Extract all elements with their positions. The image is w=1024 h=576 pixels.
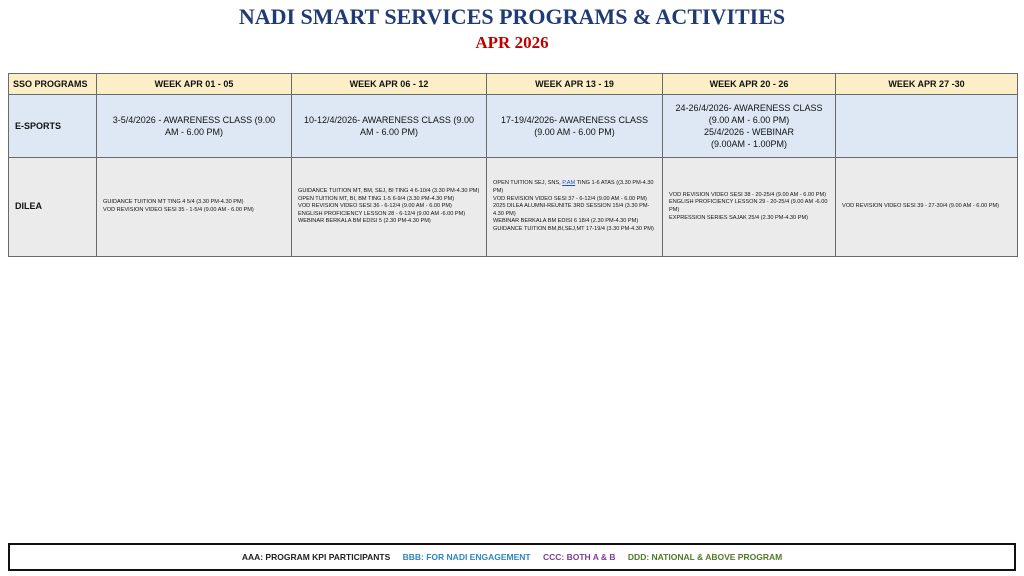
cell-line: (9.00AM - 1.00PM) [710, 139, 788, 149]
row-label: E-SPORTS [9, 95, 97, 158]
table-cell [836, 158, 1018, 257]
cell-line: VOD REVISION VIDEO SESI 37 - 6-12/4 (9.00 AM - 6.00 PM) [493, 195, 647, 202]
page-subtitle: APR 2026 [475, 33, 549, 52]
legend-item: CCC: BOTH A & B [542, 552, 616, 562]
cell-line: VOD REVISION VIDEO SESI 38 - 20-25/4 (9.00 AM - 6.00 PM) [669, 191, 826, 198]
cell-line: GUIDANCE TUITION BM,BI,SEJ,MT 17-19/4 (3.30 PM-4.30 PM) [493, 225, 654, 232]
esports-row [9, 95, 1018, 158]
cell-line: GUIDANCE TUITION MT TING 4 5/4 (3.30 PM-4.30 PM) [103, 199, 244, 206]
table-cell [292, 158, 487, 257]
table-cell-empty [836, 95, 1018, 158]
cell-line: AM - 6.00 PM) [359, 127, 418, 137]
cell-line: EXPRESSION SERIES SAJAK 25/4 (2.30 PM-4.30 PM) [669, 214, 808, 221]
column-header: WEEK APR 27 -30 [836, 74, 1018, 95]
legend-item: BBB: FOR NADI ENGAGEMENT [402, 552, 531, 562]
column-header: WEEK APR 01 - 05 [97, 74, 292, 95]
cell-line: 3-5/4/2026 - AWARENESS CLASS (9.00 [112, 115, 276, 125]
cell-line: VOD REVISION VIDEO SESI 36 - 6-12/4 (9.00 AM - 6.00 PM) [298, 203, 452, 210]
pam-link[interactable]: P.AM [562, 180, 576, 187]
cell-line: 25/4/2026 - WEBINAR [703, 127, 795, 137]
cell-line: WEBINAR BERKALA BM EDISI 5 (2.30 PM-4.30 PM) [298, 218, 431, 225]
cell-line: ENGLISH PROFICIENCY LESSON 29 - 20-25/4 (9.00 AM -6.00 PM) [669, 199, 828, 213]
legend-item: DDD: NATIONAL & ABOVE PROGRAM [627, 552, 783, 562]
cell-line: AM - 6.00 PM) [164, 127, 223, 137]
table-cell [292, 95, 487, 158]
cell-line: WEBINAR BERKALA BM EDISI 6 18/4 (2.30 PM-4.30 PM) [493, 218, 639, 225]
table-cell [97, 95, 292, 158]
table-cell [663, 158, 836, 257]
cell-line: 17-19/4/2026- AWARENESS CLASS [501, 115, 648, 125]
cell-line: (9.00 AM - 6.00 PM) [708, 115, 790, 125]
cell-line: 10-12/4/2026- AWARENESS CLASS (9.00 [304, 115, 474, 125]
cell-line: ENGLISH PROFICIENCY LESSON 28 - 6-12/4 (9.00 AM -6.00 PM) [298, 210, 466, 217]
cell-line: (9.00 AM - 6.00 PM) [534, 127, 615, 137]
cell-text: OPEN TUITION SEJ, SNS, [493, 180, 563, 187]
cell-line: GUIDANCE TUITION MT, BM, SEJ, BI TING 4 6-10/4 (3.30 PM-4.30 PM) [298, 188, 480, 195]
column-header: WEEK APR 06 - 12 [292, 74, 487, 95]
cell-line: 24-26/4/2026- AWARENESS CLASS [675, 103, 823, 113]
cell-line [493, 180, 656, 195]
table-cell [97, 158, 292, 257]
header-row [9, 74, 1018, 95]
dilea-row [9, 158, 1018, 257]
table-cell [487, 158, 663, 257]
schedule-table [8, 73, 1018, 257]
cell-line: VOD REVISION VIDEO SESI 39 - 27-30/4 (9.00 AM - 6.00 PM) [842, 203, 999, 210]
column-header: WEEK APR 20 - 26 [663, 74, 836, 95]
cell-line: OPEN TUITION MT, BI, BM TING 1-5 6-9/4 (3.30 PM-4.30 PM) [298, 195, 455, 202]
cell-text: TING 1-6 ATAS ((3.30 PM-4.30 PM) [493, 180, 654, 195]
legend-box [8, 543, 1016, 571]
table-cell [487, 95, 663, 158]
cell-line: 2025 DILEA ALUMNI-REUNITE 3RD SESSION 15/4 (3.30 PM-4.30 PM) [493, 203, 650, 217]
row-label: DILEA [9, 158, 97, 257]
legend-item: AAA: PROGRAM KPI PARTICIPANTS [241, 552, 391, 562]
column-header: SSO PROGRAMS [9, 74, 97, 95]
column-header: WEEK APR 13 - 19 [487, 74, 663, 95]
table-cell [663, 95, 836, 158]
page-title: NADI SMART SERVICES PROGRAMS & ACTIVITIES [238, 4, 786, 29]
cell-line: VOD REVISION VIDEO SESI 35 - 1-5/4 (9.00 AM - 6.00 PM) [103, 207, 254, 213]
